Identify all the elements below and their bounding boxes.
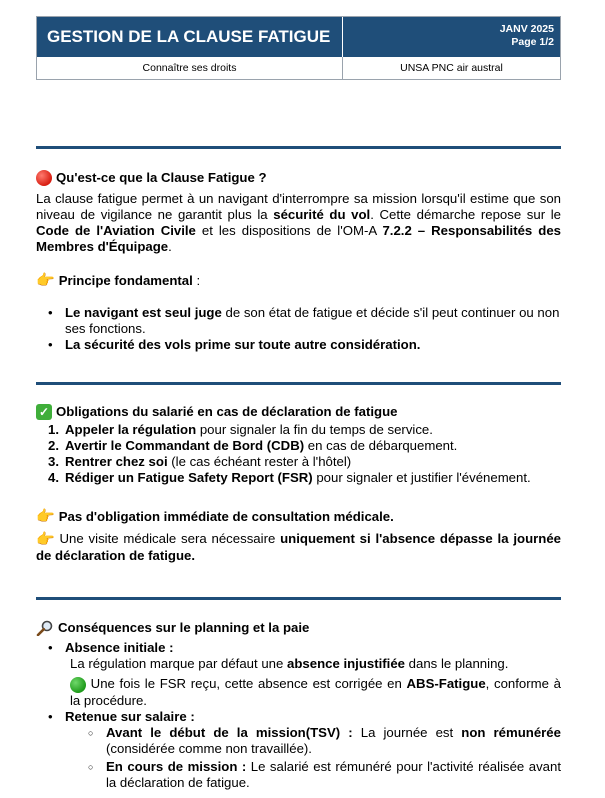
bold-span: Rédiger un Fatigue Safety Report (FSR) bbox=[65, 470, 313, 485]
absence-text bbox=[36, 656, 561, 672]
obligations-list bbox=[36, 422, 561, 486]
medical-note-2 bbox=[36, 531, 561, 564]
list-item bbox=[36, 454, 561, 470]
red-circle-icon bbox=[36, 170, 52, 186]
bold-span: non rémunérée bbox=[461, 724, 561, 740]
section-divider bbox=[36, 146, 561, 149]
bold-span: Le navigant est seul juge bbox=[65, 305, 222, 320]
bold-span: Appeler la régulation bbox=[65, 422, 197, 437]
text-span: Le salarié est rémunéré pour l'activité réalisée avant la déclaration de fatigue. bbox=[106, 758, 561, 790]
heading-text: Obligations du salarié en cas de déclaration de fatigue bbox=[56, 404, 398, 419]
list-item bbox=[36, 305, 561, 337]
bold-span: Code de l'Aviation Civile bbox=[36, 223, 196, 238]
bold-span: Avant le début de la mission(TSV) : bbox=[106, 724, 353, 740]
text-span: La journée est bbox=[352, 724, 462, 740]
bold-span: ABS-Fatigue bbox=[406, 676, 486, 691]
bold-span: 7.2.2 – Responsabilités des Membres d'Équipage bbox=[36, 223, 561, 254]
principle-label: Principe fondamental bbox=[58, 273, 193, 288]
sub-list-item bbox=[36, 725, 561, 757]
text-span: pour signaler la fin du temps de service. bbox=[196, 422, 433, 437]
subtitle-left: Connaître ses droits bbox=[37, 57, 343, 79]
pointing-hand-icon: 👉 bbox=[36, 530, 55, 548]
item-number: 2. bbox=[48, 438, 59, 453]
document-title: GESTION DE LA CLAUSE FATIGUE bbox=[37, 17, 343, 57]
medical-note-1 bbox=[36, 509, 561, 525]
document-date: JANV 2025 bbox=[499, 23, 554, 35]
check-box-icon: ✓ bbox=[36, 404, 52, 420]
bold-span: Absence initiale : bbox=[65, 640, 174, 655]
pointing-hand-icon: 👉 bbox=[36, 272, 55, 289]
list-item bbox=[36, 422, 561, 438]
list-item bbox=[36, 470, 561, 486]
text-span: de son état de fatigue et décide s'il peut continuer ou non ses fonctions. bbox=[65, 305, 560, 336]
bold-span: Avertir le Commandant de Bord (CDB) bbox=[65, 438, 305, 453]
bold-span: La sécurité des vols prime sur toute autre considération. bbox=[65, 337, 421, 352]
section-obligations bbox=[36, 404, 561, 486]
list-item bbox=[36, 709, 561, 725]
page-number: Page 1/2 bbox=[511, 36, 554, 48]
bold-span: sécurité du vol bbox=[273, 207, 371, 222]
magnifier-icon bbox=[36, 620, 54, 636]
bold-span: absence injustifiée bbox=[287, 656, 406, 671]
text-span: , conforme à la procédure. bbox=[70, 676, 561, 708]
definition-paragraph bbox=[36, 191, 561, 255]
green-circle-icon bbox=[70, 677, 86, 693]
section-heading bbox=[36, 170, 561, 186]
text-span: (le cas échéant rester à l'hôtel) bbox=[167, 454, 352, 469]
bold-span: uniquement si l'absence dépasse la journée de déclaration de fatigue. bbox=[36, 531, 561, 563]
item-number: 1. bbox=[48, 422, 59, 437]
section-divider bbox=[36, 597, 561, 600]
text-span: . bbox=[168, 239, 172, 254]
document-header bbox=[36, 16, 561, 80]
text-span: en cas de débarquement. bbox=[304, 438, 458, 453]
note-line bbox=[36, 509, 561, 525]
section-divider bbox=[36, 382, 561, 385]
list-item bbox=[36, 438, 561, 454]
text-span: Une fois le FSR reçu, cette absence est corrigée en bbox=[86, 676, 407, 691]
pointing-hand-icon: 👉 bbox=[36, 508, 55, 525]
text-span: (considérée comme non travaillée). bbox=[106, 740, 312, 756]
item-number: 3. bbox=[48, 454, 59, 469]
item-number: 4. bbox=[48, 470, 59, 485]
section-clause-definition bbox=[36, 170, 561, 255]
section-heading bbox=[36, 404, 561, 420]
note-paragraph bbox=[36, 531, 561, 564]
principle-heading bbox=[36, 273, 561, 289]
section-consequences bbox=[36, 620, 561, 791]
sub-list-item bbox=[36, 759, 561, 791]
date-page-cell bbox=[343, 17, 560, 57]
list-item bbox=[36, 640, 561, 656]
principle-block bbox=[36, 273, 561, 353]
text-span: et les dispositions de l'OM-A bbox=[195, 223, 383, 238]
text-span: pour signaler et justifier l'événement. bbox=[312, 470, 531, 485]
text-span: La régulation marque par défaut une bbox=[70, 656, 288, 671]
text-span: La clause fatigue permet à un navigant d'interrompre sa mission lorsqu'il estime que son niveau de vigilance ne garantit plus la bbox=[36, 191, 561, 222]
bold-span: Retenue sur salaire : bbox=[65, 708, 195, 724]
text-span: : bbox=[192, 273, 201, 288]
bold-span: Pas d'obligation immédiate de consultation médicale. bbox=[58, 509, 394, 524]
heading-text: Qu'est-ce que la Clause Fatigue ? bbox=[56, 170, 267, 185]
bold-span: Rentrer chez soi bbox=[65, 454, 168, 469]
text-span: dans le planning. bbox=[405, 656, 509, 671]
heading-text: Conséquences sur le planning et la paie bbox=[58, 620, 310, 635]
text-span: . Cette démarche repose sur le bbox=[370, 207, 561, 222]
absence-correction-text bbox=[36, 676, 561, 709]
bold-span: En cours de mission : bbox=[106, 758, 247, 774]
text-span: Une visite médicale sera nécessaire bbox=[59, 531, 281, 546]
list-item bbox=[36, 337, 561, 353]
section-heading bbox=[36, 620, 561, 636]
subtitle-right: UNSA PNC air austral bbox=[400, 62, 503, 74]
